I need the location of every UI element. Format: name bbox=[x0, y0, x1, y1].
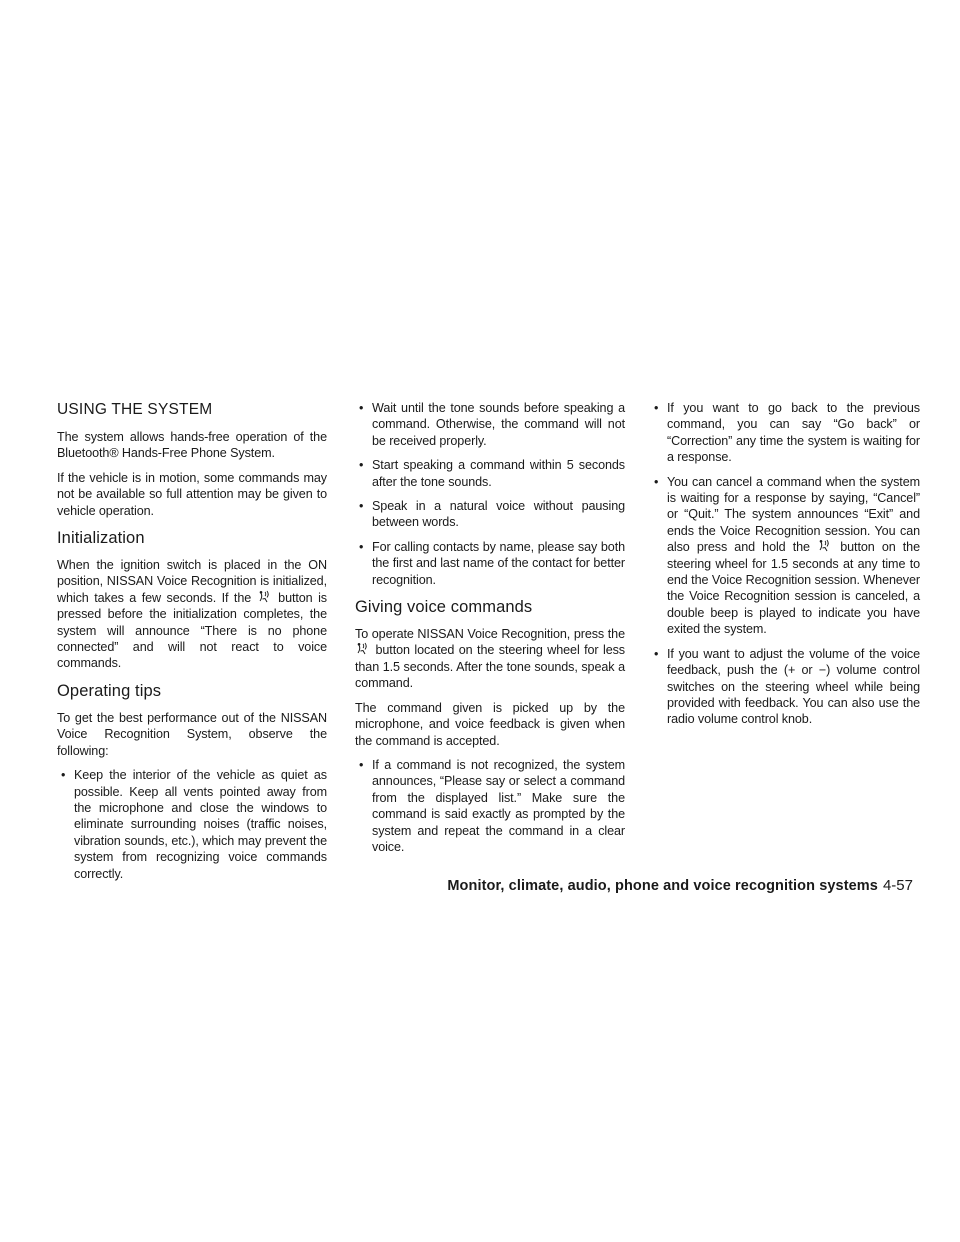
talk-button-icon bbox=[818, 539, 832, 552]
list-item-command-not-recognized: • If a command is not recognized, the system announces, “Please say or select a command from the displayed list.” Make sure the command is said exactly as prompted by the system and repeat the command in a clear voice. bbox=[359, 757, 625, 855]
initialization-text-b: button is pressed before the initialization completes, the system will announce “There is no phone connected” and will not react to voice commands. bbox=[57, 590, 327, 671]
voice-text-a: To operate NISSAN Voice Recognition, press the bbox=[355, 627, 625, 642]
column-right bbox=[650, 400, 920, 736]
talk-button-icon bbox=[258, 590, 272, 603]
paragraph-voice-operate bbox=[355, 626, 625, 692]
list-item-tip-start-speaking: • Start speaking a command within 5 seconds after the tone sounds. bbox=[359, 457, 625, 490]
paragraph-tips-intro: To get the best performance out of the NISSAN Voice Recognition System, observe the following: bbox=[57, 710, 327, 758]
column-left bbox=[57, 400, 327, 890]
list-item-tip-quiet: • Keep the interior of the vehicle as quiet as possible. Keep all vents pointed away from the microphone and close the windows to eliminate surrounding noises (traffic noises, vibration sounds, etc.), which may prevent the system from recognizing voice commands correctly. bbox=[61, 767, 327, 882]
list-item-go-back: • If you want to go back to the previous command, you can say “Go back” or “Correction” any time the system is waiting for a response. bbox=[654, 400, 920, 466]
page-footer bbox=[0, 876, 913, 896]
paragraph-voice-feedback: The command given is picked up by the microphone, and voice feedback is given when the command is accepted. bbox=[355, 700, 625, 748]
list-item-tip-natural-voice: • Speak in a natural voice without pausing between words. bbox=[359, 498, 625, 531]
initialization-text-a: When the ignition switch is placed in the ON position, NISSAN Voice Recognition is initialized, which takes a few seconds. If the bbox=[57, 558, 327, 605]
subheading-operating-tips: Operating tips bbox=[57, 681, 162, 700]
footer-section-title: Monitor, climate, audio, phone and voice recognition systems bbox=[447, 878, 878, 894]
voice-text-b: button located on the steering wheel for less than 1.5 seconds. After the tone sounds, speak a command. bbox=[355, 643, 625, 691]
cancel-text-a: You can cancel a command when the system is waiting for a response by saying, “Cancel” or “Quit.” The system announces “Exit” and ends the Voice Recognition session. You can also press and hold the bbox=[667, 474, 920, 555]
page-number: 4-57 bbox=[882, 877, 913, 894]
paragraph-hands-free: The system allows hands-free operation of the Bluetooth® Hands-Free Phone System. bbox=[57, 430, 327, 461]
list-item-tip-contact-names: • For calling contacts by name, please say both the first and last name of the contact for better recognition. bbox=[359, 539, 625, 588]
subheading-giving-voice-commands: Giving voice commands bbox=[355, 598, 533, 617]
paragraph-initialization bbox=[57, 557, 327, 672]
list-item-tip-wait-tone: • Wait until the tone sounds before speaking a command. Otherwise, the command will not be received properly. bbox=[359, 400, 625, 449]
subheading-initialization: Initialization bbox=[57, 529, 145, 548]
talk-button-icon bbox=[356, 642, 370, 655]
list-item-cancel-command bbox=[654, 474, 920, 638]
cancel-text-b: button on the steering wheel for 1.5 seconds at any time to end the Voice Recognition session. Whenever the Voice Recognition session is canceled, a double beep is played to indicate you have exited the system. bbox=[667, 540, 920, 637]
list-item-adjust-volume: • If you want to adjust the volume of the voice feedback, push the (+ or −) volume control switches on the steering wheel while being provided with feedback. You can also use the radio volume control knob. bbox=[654, 646, 920, 728]
paragraph-vehicle-motion: If the vehicle is in motion, some commands may not be available so full attention may be given to vehicle operation. bbox=[57, 470, 327, 518]
section-heading-using-the-system: USING THE SYSTEM bbox=[57, 401, 213, 418]
column-middle bbox=[355, 400, 625, 863]
